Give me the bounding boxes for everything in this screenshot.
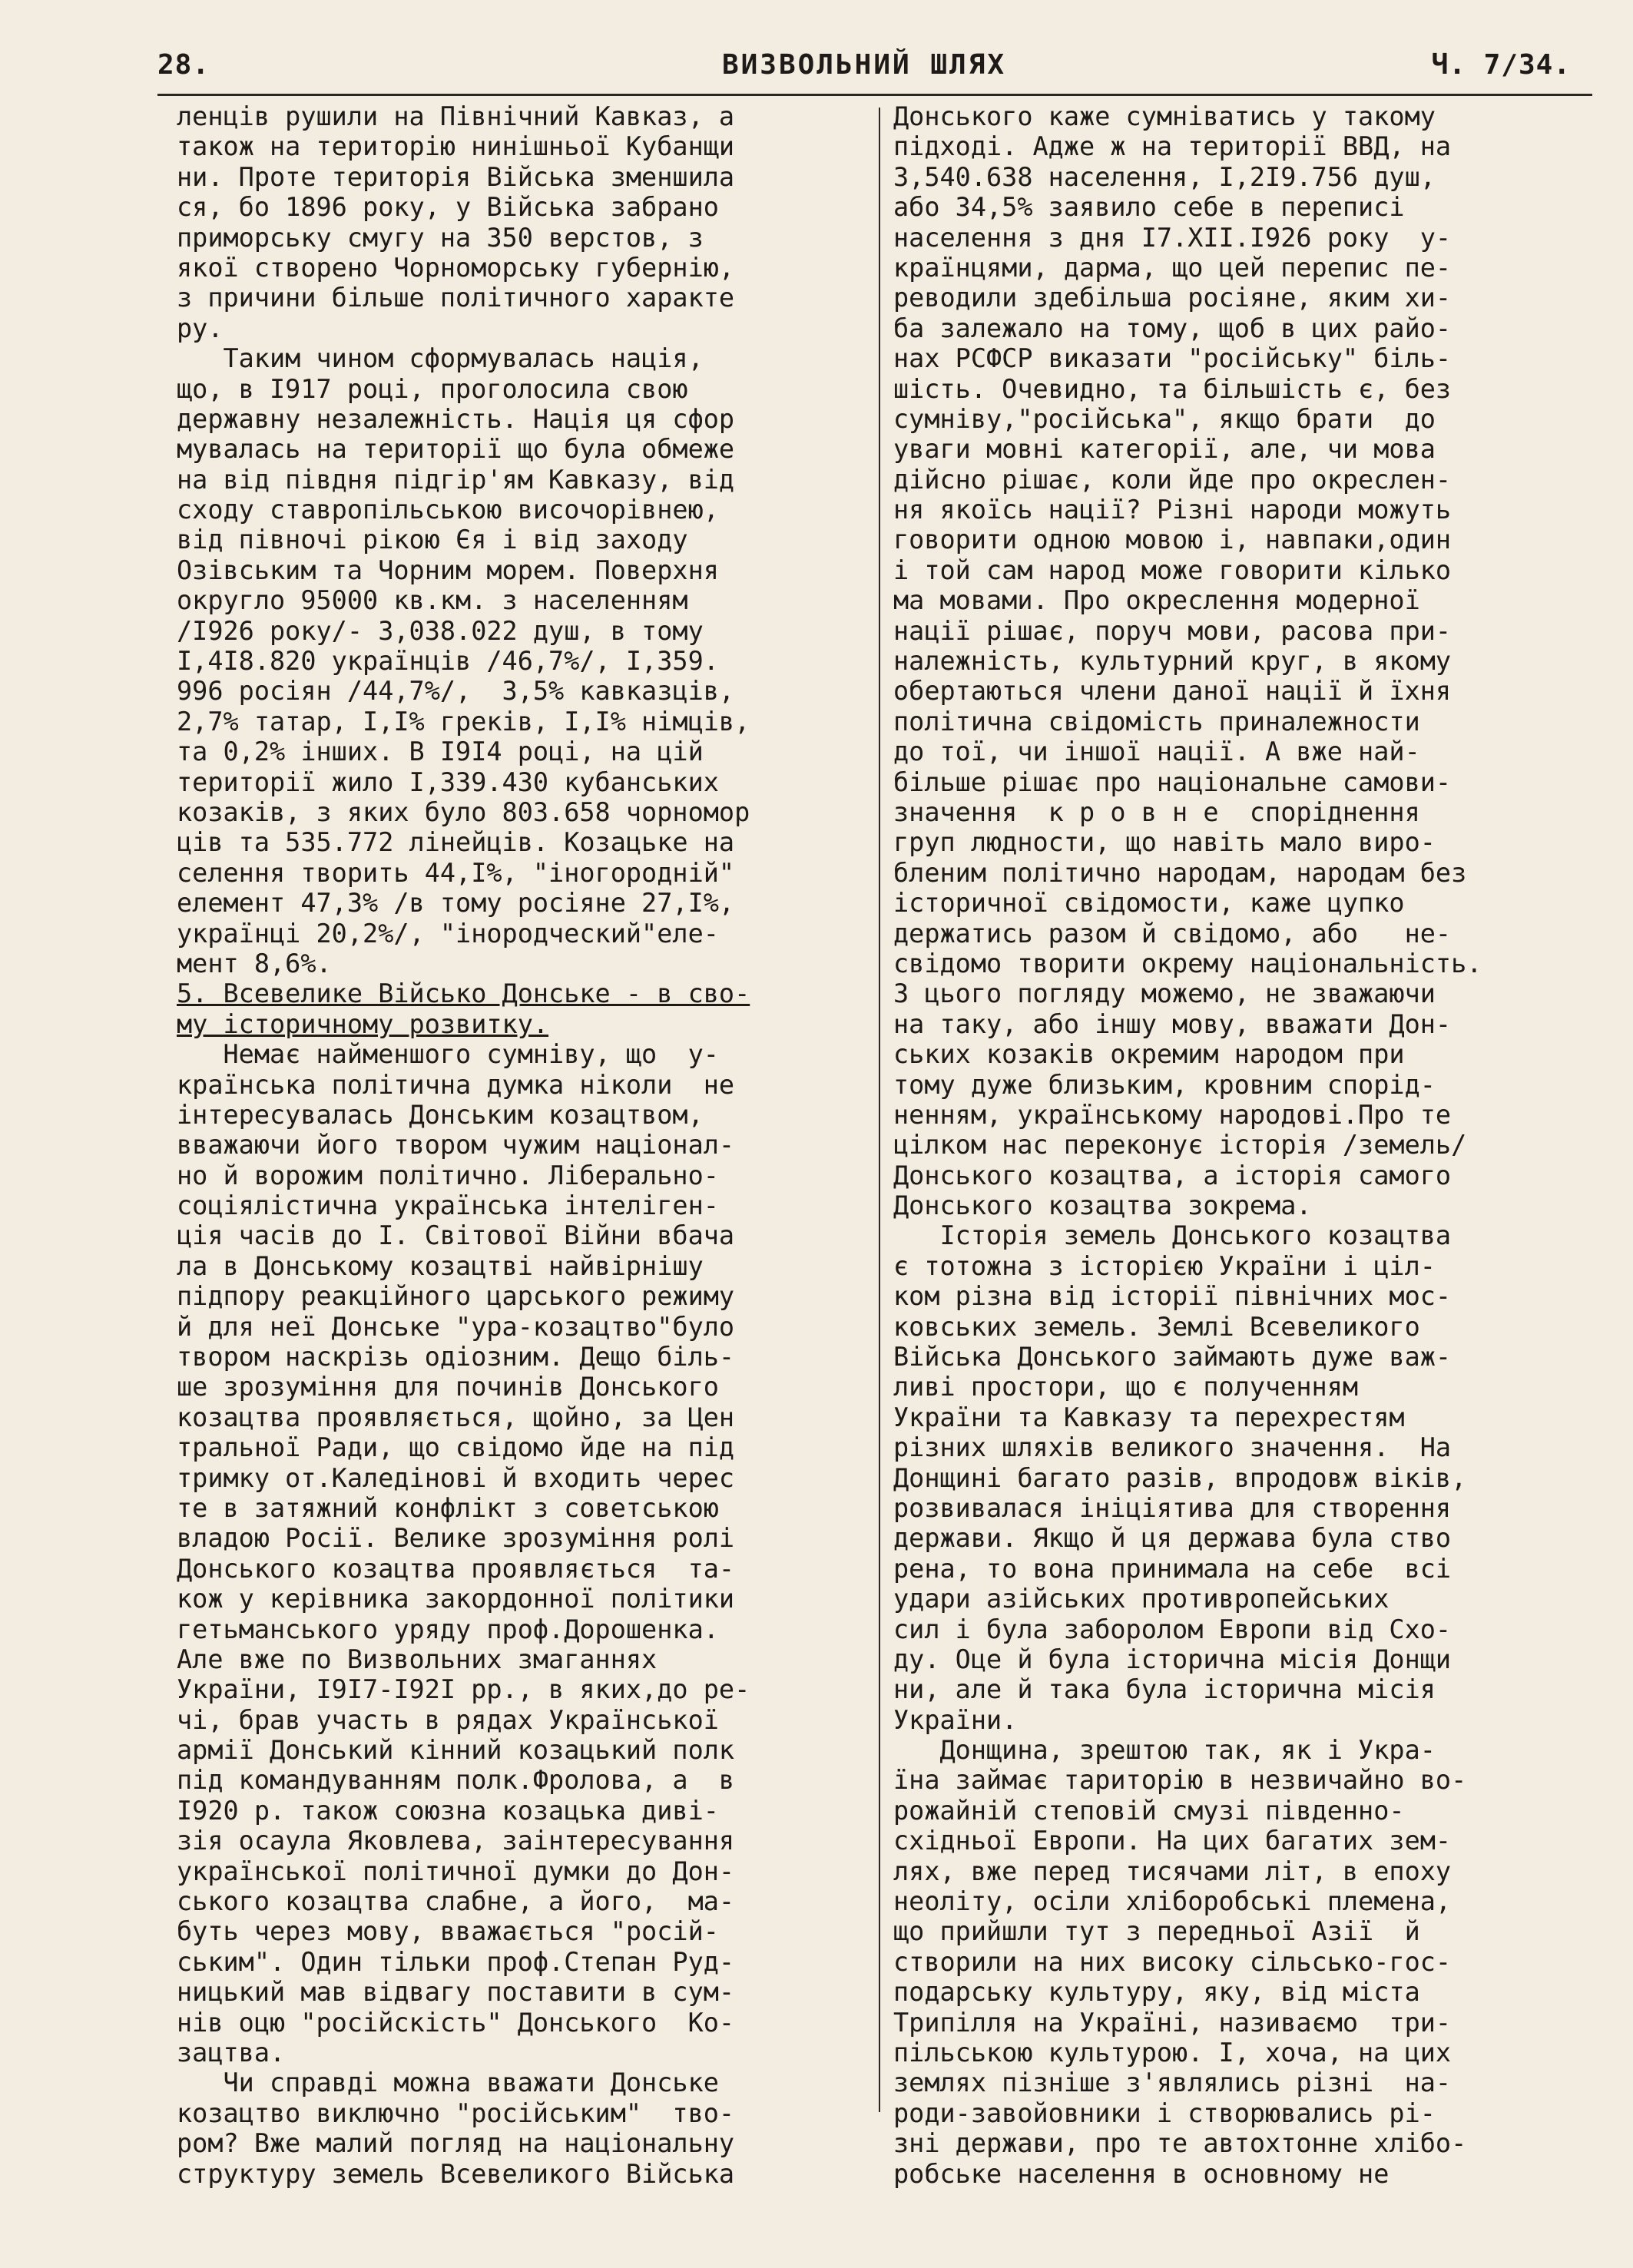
text-line: пільською культурою. І, хоча, на цих xyxy=(893,2038,1452,2068)
text-line: ше зрозуміння для починів Донського xyxy=(177,1372,719,1402)
text-line: на від півдня підгір'ям Кавказу, від xyxy=(177,464,735,495)
text-line: їна займає тариторію в незвичайно во- xyxy=(893,1765,1467,1796)
text-line: но й ворожим політично. Ліберально- xyxy=(177,1160,719,1190)
text-line: Трипілля на Україні, називаємо три- xyxy=(893,2007,1452,2038)
text-line: ла в Донському козацтві найвірнішу xyxy=(177,1250,704,1281)
text-line: гетьманського уряду проф.Дорошенка. xyxy=(177,1614,719,1644)
text-line: Немає найменшого сумніву, що у- xyxy=(177,1039,719,1070)
text-line: селення творить 44,I%, "іногородній" xyxy=(177,857,735,888)
text-line: Донського козацтва зокрема. xyxy=(893,1190,1312,1221)
text-line: соціялістична українська інтеліген- xyxy=(177,1190,719,1221)
text-line: ленців рушили на Північний Кавказ, а xyxy=(177,101,735,131)
text-line: ницький мав відвагу поставити в сум- xyxy=(177,1977,735,2008)
text-line: 5. Всевелике Військо Донське - в сво- xyxy=(177,978,750,1009)
text-line: округло 95000 кв.км. з населенням xyxy=(177,585,688,616)
text-line: країнська політична думка ніколи не xyxy=(177,1069,735,1100)
text-line: тому дуже близьким, кровним спорід- xyxy=(893,1069,1436,1100)
text-line: Але вже по Визвольних змаганнях xyxy=(177,1644,658,1674)
text-line: українці 20,2%/, "інородческий"еле- xyxy=(177,918,719,949)
text-line: України та Кавказу та перехрестям xyxy=(893,1402,1405,1432)
text-line: ських козаків окремим народом при xyxy=(893,1039,1405,1070)
text-line: зацтва. xyxy=(177,2038,286,2068)
text-line: те в затяжний конфлікт з советською xyxy=(177,1492,719,1523)
text-line: неоліту, осіли хліборобські племена, xyxy=(893,1886,1452,1917)
text-line: структуру земель Всевеликого Війська xyxy=(177,2158,735,2189)
text-line: подарську культуру, яку, від міста xyxy=(893,1977,1420,2008)
text-line: ців та 535.772 лінейців. Козацьке на xyxy=(177,827,735,858)
text-line: I920 р. також союзна козацька диві- xyxy=(177,1795,719,1826)
text-line: з причини більше політичного характе xyxy=(177,283,735,313)
text-line: ся, бо 1896 року, у Війська забрано xyxy=(177,192,719,223)
text-line: груп людности, що навіть мало виро- xyxy=(893,827,1436,858)
journal-title: ВИЗВОЛЬНИЙ ШЛЯХ xyxy=(721,49,1007,81)
column-divider xyxy=(879,108,880,2112)
text-line: ня якоїсь нації? Різні народи можуть xyxy=(893,495,1452,525)
text-line: реводили здебільша росіяне, яким хи- xyxy=(893,283,1452,313)
left-column xyxy=(177,101,864,2189)
text-line: вважаючи його твором чужим націонал- xyxy=(177,1130,735,1160)
text-line: різних шляхів великого значення. На xyxy=(893,1432,1452,1463)
text-line: шість. Очевидно, та більшість є, без xyxy=(893,373,1452,404)
text-line: Донщина, зрештою так, як і Укра- xyxy=(893,1735,1436,1766)
text-line: України. xyxy=(893,1704,1018,1735)
text-line: ни. Проте територія Війська зменшила xyxy=(177,161,735,192)
text-line: Історія земель Донського козацтва xyxy=(893,1220,1452,1251)
text-line: належність, культурний круг, в якому xyxy=(893,646,1452,677)
text-line: та 0,2% інших. В I9I4 році, на цій xyxy=(177,737,704,767)
text-line: нації рішає, поруч мови, расова при- xyxy=(893,615,1452,646)
text-line: якої створено Чорноморську губернію, xyxy=(177,252,735,283)
text-line: ба залежало на тому, щоб в цих райо- xyxy=(893,313,1452,343)
text-line: тримку от.Каледінові й входить черес xyxy=(177,1462,735,1493)
text-line: є тотожна з історією України і ціл- xyxy=(893,1250,1436,1281)
text-line: твором наскрізь одіозним. Дещо біль- xyxy=(177,1342,735,1372)
text-line: на таку, або іншу мову, вважати Дон- xyxy=(893,1008,1452,1039)
text-line: 3,540.638 населення, I,2I9.756 душ, xyxy=(893,161,1436,192)
text-line: Донщині багато разів, впродовж віків, xyxy=(893,1462,1467,1493)
text-line: землях пізніше з'являлись різні на- xyxy=(893,2068,1452,2098)
text-line: ма мовами. Про окреслення модерної xyxy=(893,585,1420,616)
text-line: тральної Ради, що свідомо йде на під xyxy=(177,1432,735,1463)
text-line: історичної свідомости, каже цупко xyxy=(893,888,1405,919)
text-line: української політичної думки до Дон- xyxy=(177,1856,735,1886)
text-line: армії Донський кінний козацький полк xyxy=(177,1735,735,1766)
text-line: 2,7% татар, I,I% греків, I,I% німців, xyxy=(177,706,750,737)
right-column xyxy=(893,101,1585,2189)
text-line: ком різна від історії північних мос- xyxy=(893,1281,1452,1312)
text-line: /I926 року/- 3,038.022 душ, в тому xyxy=(177,615,704,646)
text-line: і той сам народ може говорити кілько xyxy=(893,555,1452,585)
text-line: козацтво виключно "російським" тво- xyxy=(177,2097,735,2128)
issue-number: Ч. 7/34. xyxy=(1431,49,1571,81)
text-line: зні держави, про те автохтонне хлібо- xyxy=(893,2128,1467,2159)
page-header xyxy=(157,49,1571,88)
text-line: створили на них високу сільсько-гос- xyxy=(893,1946,1452,1977)
text-line: му історичному розвитку. xyxy=(177,1008,549,1039)
text-line: приморську смугу на 350 верстов, з xyxy=(177,222,704,253)
text-line: ського козацтва слабне, а його, ма- xyxy=(177,1886,735,1917)
text-line: дійсно рішає, коли йде про окреслен- xyxy=(893,464,1452,495)
text-line: що, в I917 році, проголосила свою xyxy=(177,373,688,404)
text-line: Чи справді можна вважати Донське xyxy=(177,2068,719,2098)
text-line: більше рішає про національне самови- xyxy=(893,766,1452,797)
text-line: розвивалася ініціятива для створення xyxy=(893,1492,1452,1523)
text-line: значення к р о в н е споріднення xyxy=(893,796,1420,827)
text-line: буть через мову, вважається "росій- xyxy=(177,1916,719,1947)
text-line: робське населення в основному не xyxy=(893,2158,1390,2189)
text-line: говорити одною мовою і, навпаки,один xyxy=(893,525,1452,555)
text-line: нів оцю "російскість" Донського Ко- xyxy=(177,2007,735,2038)
text-line: України, I9I7-I92I рр., в яких,до ре- xyxy=(177,1674,750,1705)
text-line: також на територію нинішньої Кубанщи xyxy=(177,131,735,162)
text-line: удари азійських противропейських xyxy=(893,1584,1390,1614)
text-line: бленим політично народам, народам без xyxy=(893,857,1467,888)
text-line: Таким чином сформувалась нація, xyxy=(177,343,704,374)
text-line: ція часів до I. Світової Війни вбача xyxy=(177,1220,735,1251)
text-line: й для неї Донське "ура-козацтво"було xyxy=(177,1311,735,1342)
text-line: уваги мовні категорії, але, чи мова xyxy=(893,434,1436,465)
text-line: роди-завойовники і створювались рі- xyxy=(893,2097,1436,2128)
text-line: держатись разом й свідомо, або не- xyxy=(893,918,1452,949)
page-number: 28. xyxy=(157,49,210,81)
text-line: ру. xyxy=(177,313,224,343)
text-line: кож у керівника закордонної політики xyxy=(177,1584,735,1614)
text-line: сходу ставропільською височорівнею, xyxy=(177,495,719,525)
text-line: або 34,5% заявило себе в переписі xyxy=(893,192,1405,223)
text-line: козаків, з яких було 803.658 чорномор xyxy=(177,796,750,827)
text-line: Війська Донського займають дуже важ- xyxy=(893,1342,1452,1372)
text-line: ду. Оце й була історична місія Донщи xyxy=(893,1644,1452,1674)
text-line: 996 росіян /44,7%/, 3,5% кавказців, xyxy=(177,676,735,707)
text-line: лях, вже перед тисячами літ, в епоху xyxy=(893,1856,1452,1886)
text-line: ливі простори, що є полученням xyxy=(893,1372,1359,1402)
text-line: східньої Европи. На цих багатих зем- xyxy=(893,1826,1452,1856)
text-line: рена, то вона принимала на себе всі xyxy=(893,1553,1452,1584)
text-line: території жило I,339.430 кубанських xyxy=(177,766,719,797)
text-line: мент 8,6%. xyxy=(177,948,332,978)
text-line: до тої, чи іншої нації. А вже най- xyxy=(893,737,1420,767)
header-rule xyxy=(157,94,1592,96)
text-line: козацтва проявляється, щойно, за Цен xyxy=(177,1402,735,1432)
text-line: ни, але й така була історична місія xyxy=(893,1674,1436,1705)
text-line: З цього погляду можемо, не зважаючи xyxy=(893,978,1436,1009)
text-line: ненням, українському народові.Про те xyxy=(893,1099,1452,1130)
text-line: Озівським та Чорним морем. Поверхня xyxy=(177,555,719,585)
text-line: сумніву,"російська", якщо брати до xyxy=(893,403,1436,434)
text-line: I,4I8.820 українців /46,7%/, I,359. xyxy=(177,646,719,677)
text-line: сил і була заборолом Европи від Схо- xyxy=(893,1614,1452,1644)
text-line: ським". Один тільки проф.Степан Руд- xyxy=(177,1946,735,1977)
text-line: нах РСФСР виказати "російську" біль- xyxy=(893,343,1452,374)
text-line: владою Росії. Велике зрозуміння ролі xyxy=(177,1523,735,1554)
text-line: ром? Вже малий погляд на національну xyxy=(177,2128,735,2159)
text-line: підпору реакційного царського режиму xyxy=(177,1281,735,1312)
text-line: обертаються члени даної нації й їхня xyxy=(893,676,1452,707)
text-line: що прийшли тут з передньої Азії й xyxy=(893,1916,1420,1947)
text-line: Донського козацтва, а історія самого xyxy=(893,1160,1452,1190)
text-line: елемент 47,3% /в тому росіяне 27,I%, xyxy=(177,888,735,919)
text-line: країнцями, дарма, що цей перепис пе- xyxy=(893,252,1452,283)
text-line: свідомо творити окрему національність. xyxy=(893,948,1482,978)
text-line: держави. Якщо й ця держава була ство xyxy=(893,1523,1452,1554)
text-line: державну незалежність. Нація ця сфор xyxy=(177,403,735,434)
text-line: ковських земель. Землі Всевеликого xyxy=(893,1311,1420,1342)
text-line: зія осаула Яковлева, заінтересування xyxy=(177,1826,735,1856)
text-line: від півночі рікою Єя і від заходу xyxy=(177,525,688,555)
text-line: підході. Адже ж на території ВВД, на xyxy=(893,131,1452,162)
text-line: політична свідомість приналежности xyxy=(893,706,1420,737)
text-line: під командуванням полк.Фролова, а в xyxy=(177,1765,735,1796)
text-line: рожайній степовій смузі південно- xyxy=(893,1795,1405,1826)
text-line: Донського козацтва проявляється та- xyxy=(177,1553,735,1584)
text-line: цілком нас переконує історія /земель/ xyxy=(893,1130,1467,1160)
text-line: інтересувалась Донським козацтвом, xyxy=(177,1099,704,1130)
text-line: мувалась на території що була обмеже xyxy=(177,434,735,465)
text-line: Донського каже сумніватись у такому xyxy=(893,101,1436,131)
text-line: чі, брав участь в рядах Української xyxy=(177,1704,719,1735)
text-line: населення з дня I7.XII.I926 року у- xyxy=(893,222,1452,253)
